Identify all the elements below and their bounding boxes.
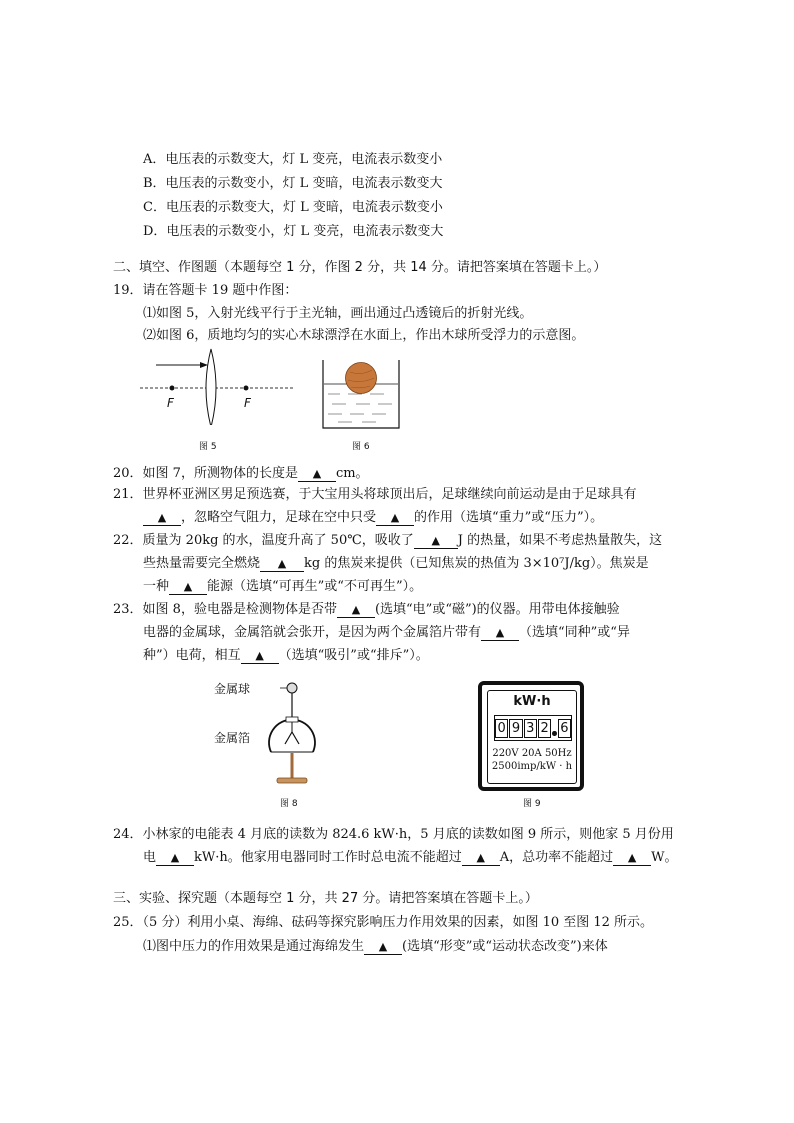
figure-9-caption: 图 9 — [523, 799, 541, 809]
q22-line1: 22．质量为 20kg 的水，温度升高了 50℃，吸收了 ▲ J 的热量，如果不考虑热量散失，这 — [113, 533, 663, 548]
figure-5-focus-right: F — [244, 396, 251, 410]
figure-6-floating-ball — [318, 358, 404, 430]
q21-line2: ▲ ，忽略空气阻力，足球在空中只受 ▲ 的作用（选填“重力”或“压力”）。 — [143, 509, 603, 527]
q22-blank-3: ▲ — [169, 580, 207, 595]
option-c: C．电压表的示数变大，灯 L 变暗，电流表示数变小 — [143, 200, 443, 215]
meter-digit: 3 — [524, 719, 537, 738]
q23-line2: 电器的金属球，金属箔就会张开，是因为两个金属箔片带有 ▲ （选填“同种”或“异 — [143, 625, 630, 640]
q25-part1: ⑴图中压力的作用效果是通过海绵发生 ▲ (选填“形变”或“运动状态改变”)来体 — [143, 939, 608, 954]
q24-blank-3: ▲ — [613, 851, 651, 866]
q25-blank-1: ▲ — [364, 940, 402, 955]
q24-line1: 24．小林家的电能表 4 月底的读数为 824.6 kW·h，5 月底的读数如图 9 所示，则他家 5 月份用 — [113, 827, 674, 842]
meter-spec-1: 220V 20A 50Hz — [492, 748, 572, 759]
figure-5-focus-left: F — [167, 396, 174, 410]
q25-line1: 25．（5 分）利用小桌、海绵、砝码等探究影响压力作用效果的因素，如图 10 至图 12 所示。 — [113, 915, 654, 930]
q24-blank-2: ▲ — [462, 851, 500, 866]
q21-blank-1: ▲ — [143, 511, 181, 526]
meter-digit: 0 — [495, 719, 508, 738]
figure-8-electroscope — [258, 678, 328, 790]
q20-answer-blank: ▲ — [298, 467, 336, 482]
q22-line2: 些热量需要完全燃烧 ▲ kg 的焦炭来提供（已知焦炭的热值为 3×10⁷J/kg）。焦炭是 — [143, 556, 649, 571]
option-a: A．电压表的示数变大，灯 L 变亮，电流表示数变小 — [143, 152, 443, 167]
q23-blank-3: ▲ — [241, 649, 279, 664]
figure-5-lens-diagram — [138, 343, 298, 425]
q22-line3: 一种 ▲ 能源（选填“可再生”或“不可再生”）。 — [143, 579, 423, 594]
figure-8-caption: 图 8 — [280, 799, 298, 809]
figure-5-caption: 图 5 — [199, 442, 217, 452]
meter-decimal-point — [552, 731, 556, 736]
meter-display — [494, 715, 572, 741]
q22-blank-2: ▲ — [260, 557, 304, 572]
q23-line1: 23．如图 8，验电器是检测物体是否带 ▲ (选填“电”或“磁”)的仪器。用带电体接触验 — [113, 602, 620, 617]
q23-line3: 种”）电荷，相互 ▲ （选填“吸引”或“排斥”）。 — [143, 648, 429, 663]
meter-spec-2: 2500imp/kW · h — [491, 761, 573, 772]
q20: 20．如图 7，所测物体的长度是 ▲ cm。 — [113, 466, 369, 481]
q24-line2: 电 ▲ kW·h。他家用电器同时工作时总电流不能超过 ▲ A，总功率不能超过 ▲ W。 — [143, 850, 678, 865]
q19-part2: ⑵如图 6，质地均匀的实心木球漂浮在水面上，作出木球所受浮力的示意图。 — [143, 328, 585, 343]
q21-line1: 21．世界杯亚洲区男足预选赛，于大宝用头将球顶出后，足球继续向前运动是由于足球具有 — [113, 487, 637, 502]
q19-stem: 19．请在答题卡 19 题中作图： — [113, 283, 298, 298]
meter-unit: kW·h — [513, 694, 551, 709]
section-2-heading: 二、填空、作图题（本题每空 1 分，作图 2 分，共 14 分。请把答案填在答题卡上。） — [113, 260, 607, 275]
figure-8-label-ball: 金属球 — [214, 682, 251, 696]
q24-blank-1: ▲ — [156, 851, 194, 866]
option-b: B．电压表的示数变小，灯 L 变暗，电流表示数变大 — [143, 176, 443, 191]
q19-part1: ⑴如图 5，入射光线平行于主光轴，画出通过凸透镜后的折射光线。 — [143, 306, 533, 321]
option-d: D．电压表的示数变小，灯 L 变亮，电流表示数变大 — [143, 224, 444, 239]
q21-blank-2: ▲ — [376, 511, 414, 526]
q23-blank-2: ▲ — [481, 626, 519, 641]
q22-blank-1: ▲ — [414, 534, 458, 549]
meter-digit: 2 — [538, 719, 551, 738]
section-3-heading: 三、实验、探究题（本题每空 1 分，共 27 分。请把答案填在答题卡上。） — [113, 891, 538, 906]
figure-8-label-foil: 金属箔 — [214, 731, 251, 745]
figure-6-caption: 图 6 — [352, 442, 370, 452]
figure-9-meter — [478, 681, 584, 791]
meter-digit: 9 — [509, 719, 522, 738]
q23-blank-1: ▲ — [337, 603, 375, 618]
meter-decimal-digit: 6 — [558, 719, 571, 738]
meter-inner-panel — [487, 690, 577, 784]
